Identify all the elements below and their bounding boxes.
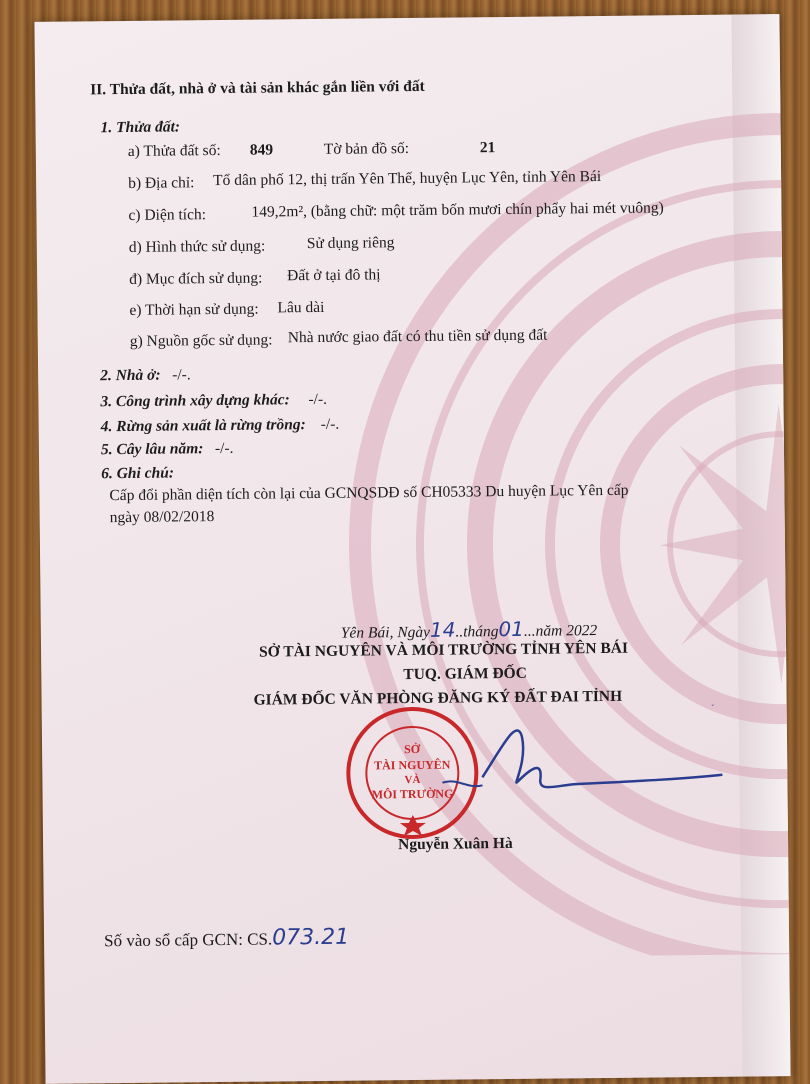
purpose-value: Đất ở tại đô thị <box>287 266 381 285</box>
handwritten-month: 01 <box>498 616 525 642</box>
handwritten-registry-number: 073.21 <box>272 924 350 951</box>
purpose-label: đ) Mục đích sử dụng: <box>129 269 263 288</box>
org-name: SỞ TÀI NGUYÊN VÀ MÔI TRƯỜNG TỈNH YÊN BÁI <box>258 639 629 661</box>
usage-form-label: d) Hình thức sử dụng: <box>128 237 266 256</box>
handwritten-day: 14 <box>429 617 456 642</box>
section-title: II. Thửa đất, nhà ở và tài sản khác gắn liền với đất <box>90 77 425 99</box>
parcel-number: 849 <box>249 141 274 159</box>
forest-value: -/-. <box>320 415 340 433</box>
usage-form-value: Sử dụng riêng <box>306 234 395 253</box>
perennial-value: -/-. <box>214 439 234 458</box>
area-label: c) Diện tích: <box>128 206 207 224</box>
house-value: -/-. <box>172 366 191 384</box>
forest-label: 4. Rừng sản xuất là rừng trồng: <box>100 416 306 436</box>
perennial-label: 5. Cây lâu năm: <box>100 440 204 459</box>
map-label: Tờ bản đồ số: <box>323 140 410 158</box>
area-value: 149,2m², (bằng chữ: một trăm bốn mươi chín phẩy hai mét vuông) <box>251 199 664 221</box>
certificate-page <box>34 14 790 1084</box>
address-value: Tổ dân phố 12, thị trấn Yên Thế, huyện Lục Yên, tỉnh Yên Bái <box>213 168 602 190</box>
construction-label: 3. Công trình xây dựng khác: <box>100 391 290 411</box>
origin-value: Nhà nước giao đất có thu tiền sử dụng đất <box>287 326 548 347</box>
handwritten-signature <box>422 705 743 818</box>
signer-name: Nguyễn Xuân Hà <box>398 834 513 854</box>
map-number: 21 <box>479 139 496 157</box>
svg-text:TÀI NGUYÊN: TÀI NGUYÊN <box>374 757 451 773</box>
notes-line-1: Cấp đổi phần diện tích còn lại của GCNQSDĐ số CH05333 Du huyện Lục Yên cấp <box>109 481 629 505</box>
director-title: GIÁM ĐỐC VĂN PHÒNG ĐĂNG KÝ ĐẤT ĐAI TỈNH <box>253 687 623 709</box>
parcel-label: a) Thửa đất số: <box>127 141 221 160</box>
house-label: 2. Nhà ở: <box>100 366 161 385</box>
registry-number <box>104 925 349 953</box>
term-value: Lâu dài <box>277 298 325 317</box>
origin-label: g) Nguồn gốc sử dụng: <box>129 331 273 350</box>
registry-label: Số vào sổ cấp GCN: CS. <box>103 929 273 951</box>
tuq-title: TUQ. GIÁM ĐỐC <box>403 664 527 684</box>
year: năm 2022 <box>535 622 598 640</box>
land-heading: 1. Thửa đất: <box>100 118 181 137</box>
notes-line-2: ngày 08/02/2018 <box>109 508 215 527</box>
month-label: tháng <box>463 623 499 641</box>
place-date-prefix: Yên Bái, Ngày <box>340 623 431 642</box>
notes-label: 6. Ghi chú: <box>101 464 175 483</box>
address-label: b) Địa chỉ: <box>128 174 195 192</box>
term-label: e) Thời hạn sử dụng: <box>129 300 259 319</box>
svg-text:MÔI TRƯỜNG: MÔI TRƯỜNG <box>371 786 454 802</box>
svg-text:SỞ: SỞ <box>404 741 421 757</box>
place-date: Yên Bái, Ngày14..tháng01...năm 2022 <box>340 616 598 642</box>
construction-value: -/-. <box>308 390 328 409</box>
svg-text:VÀ: VÀ <box>404 773 421 787</box>
